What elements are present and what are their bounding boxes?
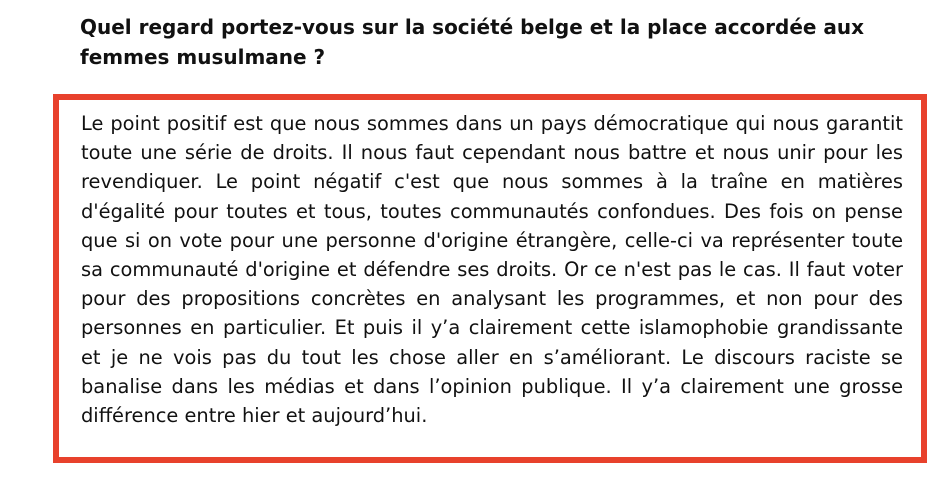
highlighted-answer-box [53,94,927,463]
answer-paragraph: Le point positif est que nous sommes dans un pays démocratique qui nous garantit toute une série de droits. Il nous faut cependant nous battre et nous unir pour les revendiquer. Le point négatif c'est que nous sommes à la traîne en matières d'égalité pour toutes et tous, toutes communautés confondues. Des fois on pense que si on vote pour une personne d'origine étrangère, celle-ci va représenter toute sa communauté d'origine et défendre ses droits. Or ce n'est pas le cas. Il faut voter pour des propositions concrètes en analysant les programmes, et non pour des personnes en particulier. Et puis il y’a clairement cette islamophobie grandissante et je ne vois pas du tout les chose aller en s’améliorant. Le discours raciste se banalise dans les médias et dans l’opinion publique. Il y’a clairement une grosse différence entre hier et aujourd’hui. [81,112,903,428]
question-heading: Quel regard portez-vous sur la société belge et la place accordée aux femmes musulmane ? [80,15,865,69]
